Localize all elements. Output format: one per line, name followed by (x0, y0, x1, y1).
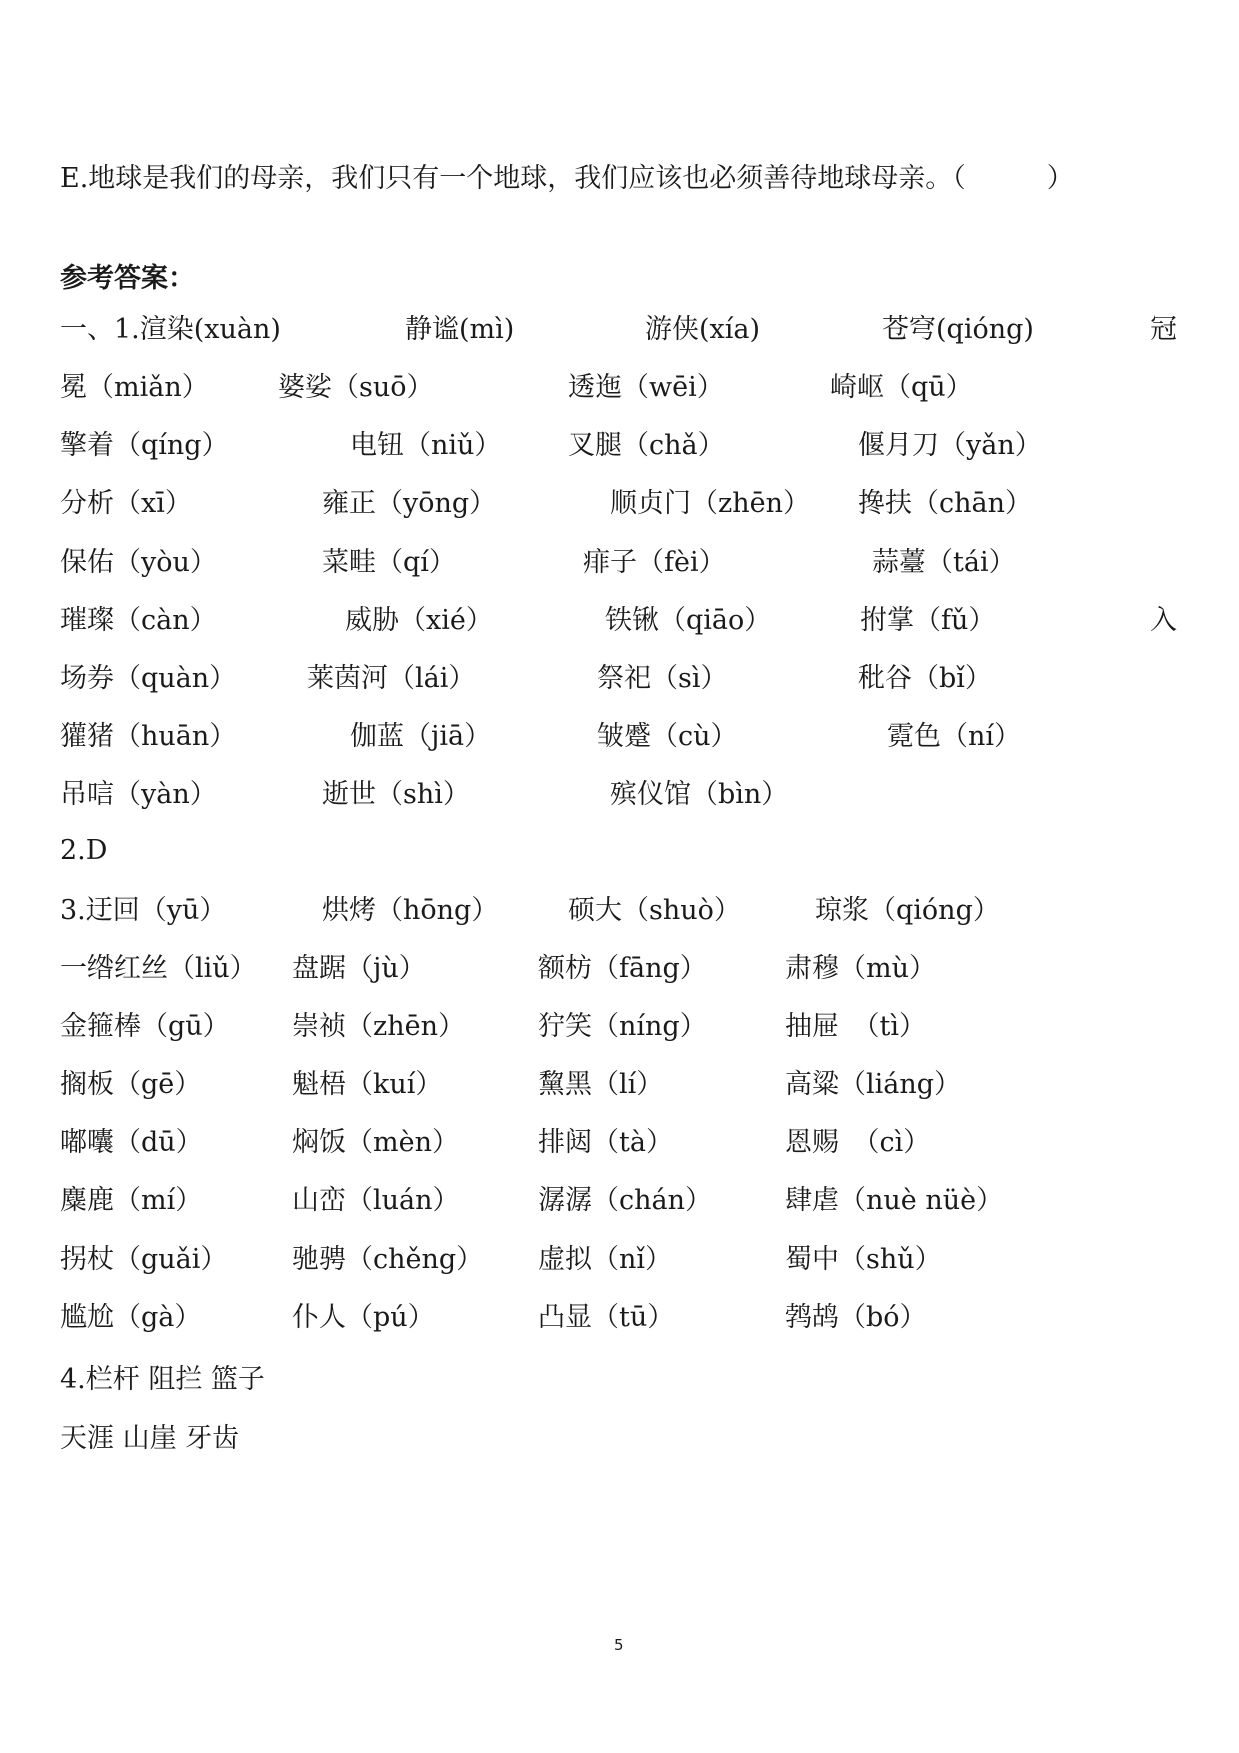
part4-line-1: 4.栏杆 阻拦 篮子 (60, 1364, 265, 1395)
answer-item: 焖饭（mèn） (292, 1127, 459, 1158)
answer-item: 狞笑（níng） (538, 1011, 707, 1042)
answer-item: 抽屉 （tì） (785, 1011, 926, 1042)
answer-item: 3.迂回（yū） (60, 895, 227, 926)
part2-answer: 2.D (60, 835, 108, 866)
answer-item: 透迤（wēi） (568, 372, 724, 403)
answer-item: 山峦（luán） (292, 1185, 460, 1216)
answer-item: 保佑（yòu） (60, 547, 217, 578)
answer-item: 搁板（gē） (60, 1069, 202, 1100)
answer-item: 冕（miǎn） (60, 372, 209, 403)
answer-item: 蜀中（shǔ） (785, 1244, 942, 1275)
answer-item: 鹁鸪（bó） (785, 1302, 927, 1333)
answer-item: 雍正（yōng） (322, 488, 497, 519)
answer-item: 黧黑（lí） (538, 1069, 664, 1100)
answer-item: 铁锹（qiāo） (605, 605, 772, 636)
answer-item: 菜畦（qí） (322, 547, 456, 578)
answer-item: 虚拟（nǐ） (538, 1244, 673, 1275)
question-e: E.地球是我们的母亲，我们只有一个地球，我们应该也必须善待地球母亲。（ ） (60, 163, 1074, 194)
answer-item: 苍穹(qióng) (882, 314, 1034, 345)
answer-item: 冠 (1150, 314, 1177, 345)
answer-item: 游侠(xía) (645, 314, 761, 345)
answer-item: 獾猪（huān） (60, 721, 237, 752)
answer-item: 偃月刀（yǎn） (858, 430, 1042, 461)
answer-item: 魁梧（kuí） (292, 1069, 443, 1100)
answer-item: 拐杖（guǎi） (60, 1244, 228, 1275)
answer-item: 祭祀（sì） (597, 663, 728, 694)
answer-item: 霓色（ní） (887, 721, 1022, 752)
answer-item: 殡仪馆（bìn） (610, 779, 789, 810)
answer-item: 搀扶（chān） (858, 488, 1032, 519)
answer-item: 蒜薹（tái） (872, 547, 1016, 578)
answer-item: 盘踞（jù） (292, 953, 426, 984)
answer-item: 仆人（pú） (292, 1302, 435, 1333)
answer-item: 顺贞门（zhēn） (610, 488, 810, 519)
answer-item: 排闼（tà） (538, 1127, 673, 1158)
answer-item: 逝世（shì） (322, 779, 470, 810)
page-number: 5 (614, 1636, 624, 1654)
answer-item: 莱茵河（lái） (307, 663, 476, 694)
answer-item: 凸显（tū） (538, 1302, 675, 1333)
answer-item: 皱蹙（cù） (597, 721, 738, 752)
answer-item: 恩赐 （cì） (785, 1127, 931, 1158)
answer-item: 高粱（liáng） (785, 1069, 962, 1100)
answer-item: 一、1.渲染(xuàn) (60, 314, 281, 345)
answer-item: 麋鹿（mí） (60, 1185, 203, 1216)
answer-item: 一绺红丝（liǔ） (60, 953, 257, 984)
answer-item: 电钮（niǔ） (350, 430, 502, 461)
answer-item: 入 (1150, 605, 1177, 636)
answer-item: 擎着（qíng） (60, 430, 229, 461)
answer-item: 秕谷（bǐ） (858, 663, 992, 694)
answer-item: 驰骋（chěng） (292, 1244, 484, 1275)
answer-item: 场券（quàn） (60, 663, 237, 694)
answer-item: 叉腿（chǎ） (568, 430, 725, 461)
answer-item: 崎岖（qū） (830, 372, 973, 403)
answer-item: 静谧(mì) (405, 314, 515, 345)
part4-line-2: 天涯 山崖 牙齿 (60, 1423, 240, 1454)
answer-item: 拊掌（fǔ） (860, 605, 996, 636)
answer-item: 烘烤（hōng） (322, 895, 499, 926)
answer-item: 璀璨（càn） (60, 605, 217, 636)
answer-item: 潺潺（chán） (538, 1185, 712, 1216)
answer-item: 额枋（fāng） (538, 953, 707, 984)
answer-item: 尴尬（gà） (60, 1302, 202, 1333)
answer-item: 崇祯（zhēn） (292, 1011, 465, 1042)
answer-item: 琼浆（qióng） (815, 895, 1000, 926)
answer-title: 参考答案： (60, 263, 195, 294)
answer-item: 伽蓝（jiā） (350, 721, 492, 752)
answer-item: 肃穆（mù） (785, 953, 936, 984)
answer-item: 婆娑（suō） (278, 372, 434, 403)
answer-item: 嘟囔（dū） (60, 1127, 203, 1158)
answer-item: 分析（xī） (60, 488, 192, 519)
answer-item: 痱子（fèi） (583, 547, 726, 578)
answer-item: 肆虐（nuè nüè） (785, 1185, 1004, 1216)
answer-item: 金箍棒（gū） (60, 1011, 230, 1042)
answer-item: 吊唁（yàn） (60, 779, 217, 810)
answer-item: 威胁（xié） (345, 605, 493, 636)
answer-item: 硕大（shuò） (568, 895, 741, 926)
